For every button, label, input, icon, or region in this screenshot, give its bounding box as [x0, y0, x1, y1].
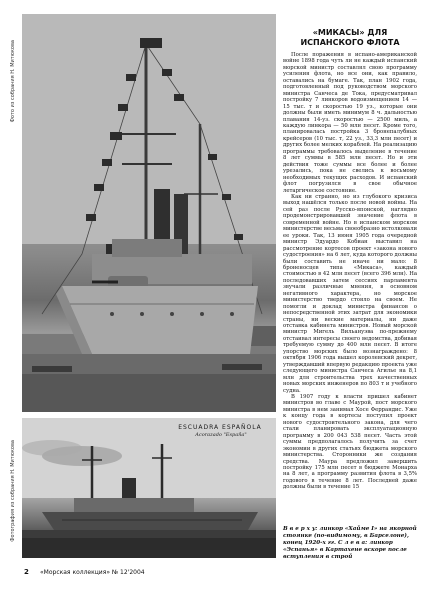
- photo-battleship-espana: [22, 418, 276, 558]
- photo-caption-title: ESCUADRA ESPAÑOLA: [178, 424, 262, 431]
- journal-title: «Морская коллекция» № 12'2004: [40, 569, 145, 576]
- espana-illustration: [22, 418, 276, 558]
- photo-caption-subtitle: Acorazado "España": [195, 432, 247, 438]
- article-body: [283, 52, 417, 524]
- page-number: 2: [24, 568, 29, 576]
- photo-credit-bottom: Фотография из собрания Н. Митюкова: [10, 440, 16, 542]
- article-paragraph: Как ни странно, но из глубокого кризиса выход нашёлся только после новой войны. На сей раз после Русско-японской, наглядно продемонстрировавшей значение флота в современной войне. Но в испанском морском министерстве весьма своеобразно истолковали ее уроки. Так, 13 июня 1905 года очередной министр Эдуардо Кобиан выставил на рассмотрение кортесов проект «закона нового судостроения» на 6 лет, куда которого должны были составить не иначе ни мало: 8 броненосцев типа «Микаса», каждый стоимостью в 42 млн песет (всего 396 млн). На последовавших затем сессиях парламента звучали различные мнения, в основном негативного характера, но морское министерство твердо стояло на своем. Не помогли и доклад министра финансов о непосредственной этих затрат для экономики страны, ни веские материалы, ни даже отставка кабинета министров. Новый морской министр Мигель Вильануэва по-прежнему отстаивал интересы своего ведомства, добивая требуемую сумму до 400 млн песет. В итоге упорство морских было вознаграждено: 8 октября 1906 года вышел королевский декрет, утверждавший впервую редакцию проекта уже следующего министра Санчеса Агилье на 8,1 млн для строительства трех качественных новых морских инженеров по 803 т и учебного судна.: [283, 193, 417, 394]
- article-paragraph: После поражения в испано-американской войне 1898 года чуть ли не каждый испанский морской министр составлял свою программу усиления флота, но все они, как правило, оставались на бумаге. Так, план 1902 года, подготовленный под руководством морского министра Санчеса де Тока, предусматривал постройку 7 линкоров водоизмещением 14 — 15 тыс. т и скоростью 19 уз., которые они должны были иметь минимум 8 ч. дальностью плавания 14-уз. скоростью — 2500 миль, а каждую линкора — 50 млн песет. Кроме того, планировалась постройка 3 бронепалубных крейсеров (10 тыс. т, 22 уз., 33,3 млн песет) и других более мелких кораблей. На реализацию программы требовалось выделение в течение 8 лет суммы в 585 млн песет. Но и эти действия тоже суммы все более и более урезались, пока не свелись к восьмому необходимых текущих расходов. И испанский флот погрузился в свое обычное летаргическое состояние.: [283, 52, 417, 194]
- battleship-illustration: [22, 14, 276, 412]
- article-paragraph: В 1907 году к власти пришел кабинет министров во главе с Маурой, пост морского министра в нем занимал Хосе Феррандис. Уже к концу года в кортесы поступил проект нового судостроительного закона, для чего стали планировать эксплуатационную программу в 200 043 538 песет. Часть этой суммы предполагалось получить за счет экономии в других статьях бюджета морского министерства. Сторонники же создания средства. Маура предложил завершить постройку 175 млн песет в бюджете Монарха на 8 лет, а программу развития флота в 3,5% годового в течение 8 лет. Последней даже должны были в течение 15: [283, 394, 417, 491]
- photo-credit-top: Фото из собрания Н. Митюкова: [10, 40, 16, 123]
- photo-caption: В в е р х у: линкор «Хайме I» на якорной стоянке (по-видимому, в Барселоне), конец 1920-х гг. С л е в а: линкор «Эспанья» в Картахене вскоре после вступления в строй: [283, 526, 417, 560]
- article-heading: «МИКАСЫ» ДЛЯ ИСПАНСКОГО ФЛОТА: [300, 28, 400, 47]
- photo-battleship-top: [22, 14, 276, 412]
